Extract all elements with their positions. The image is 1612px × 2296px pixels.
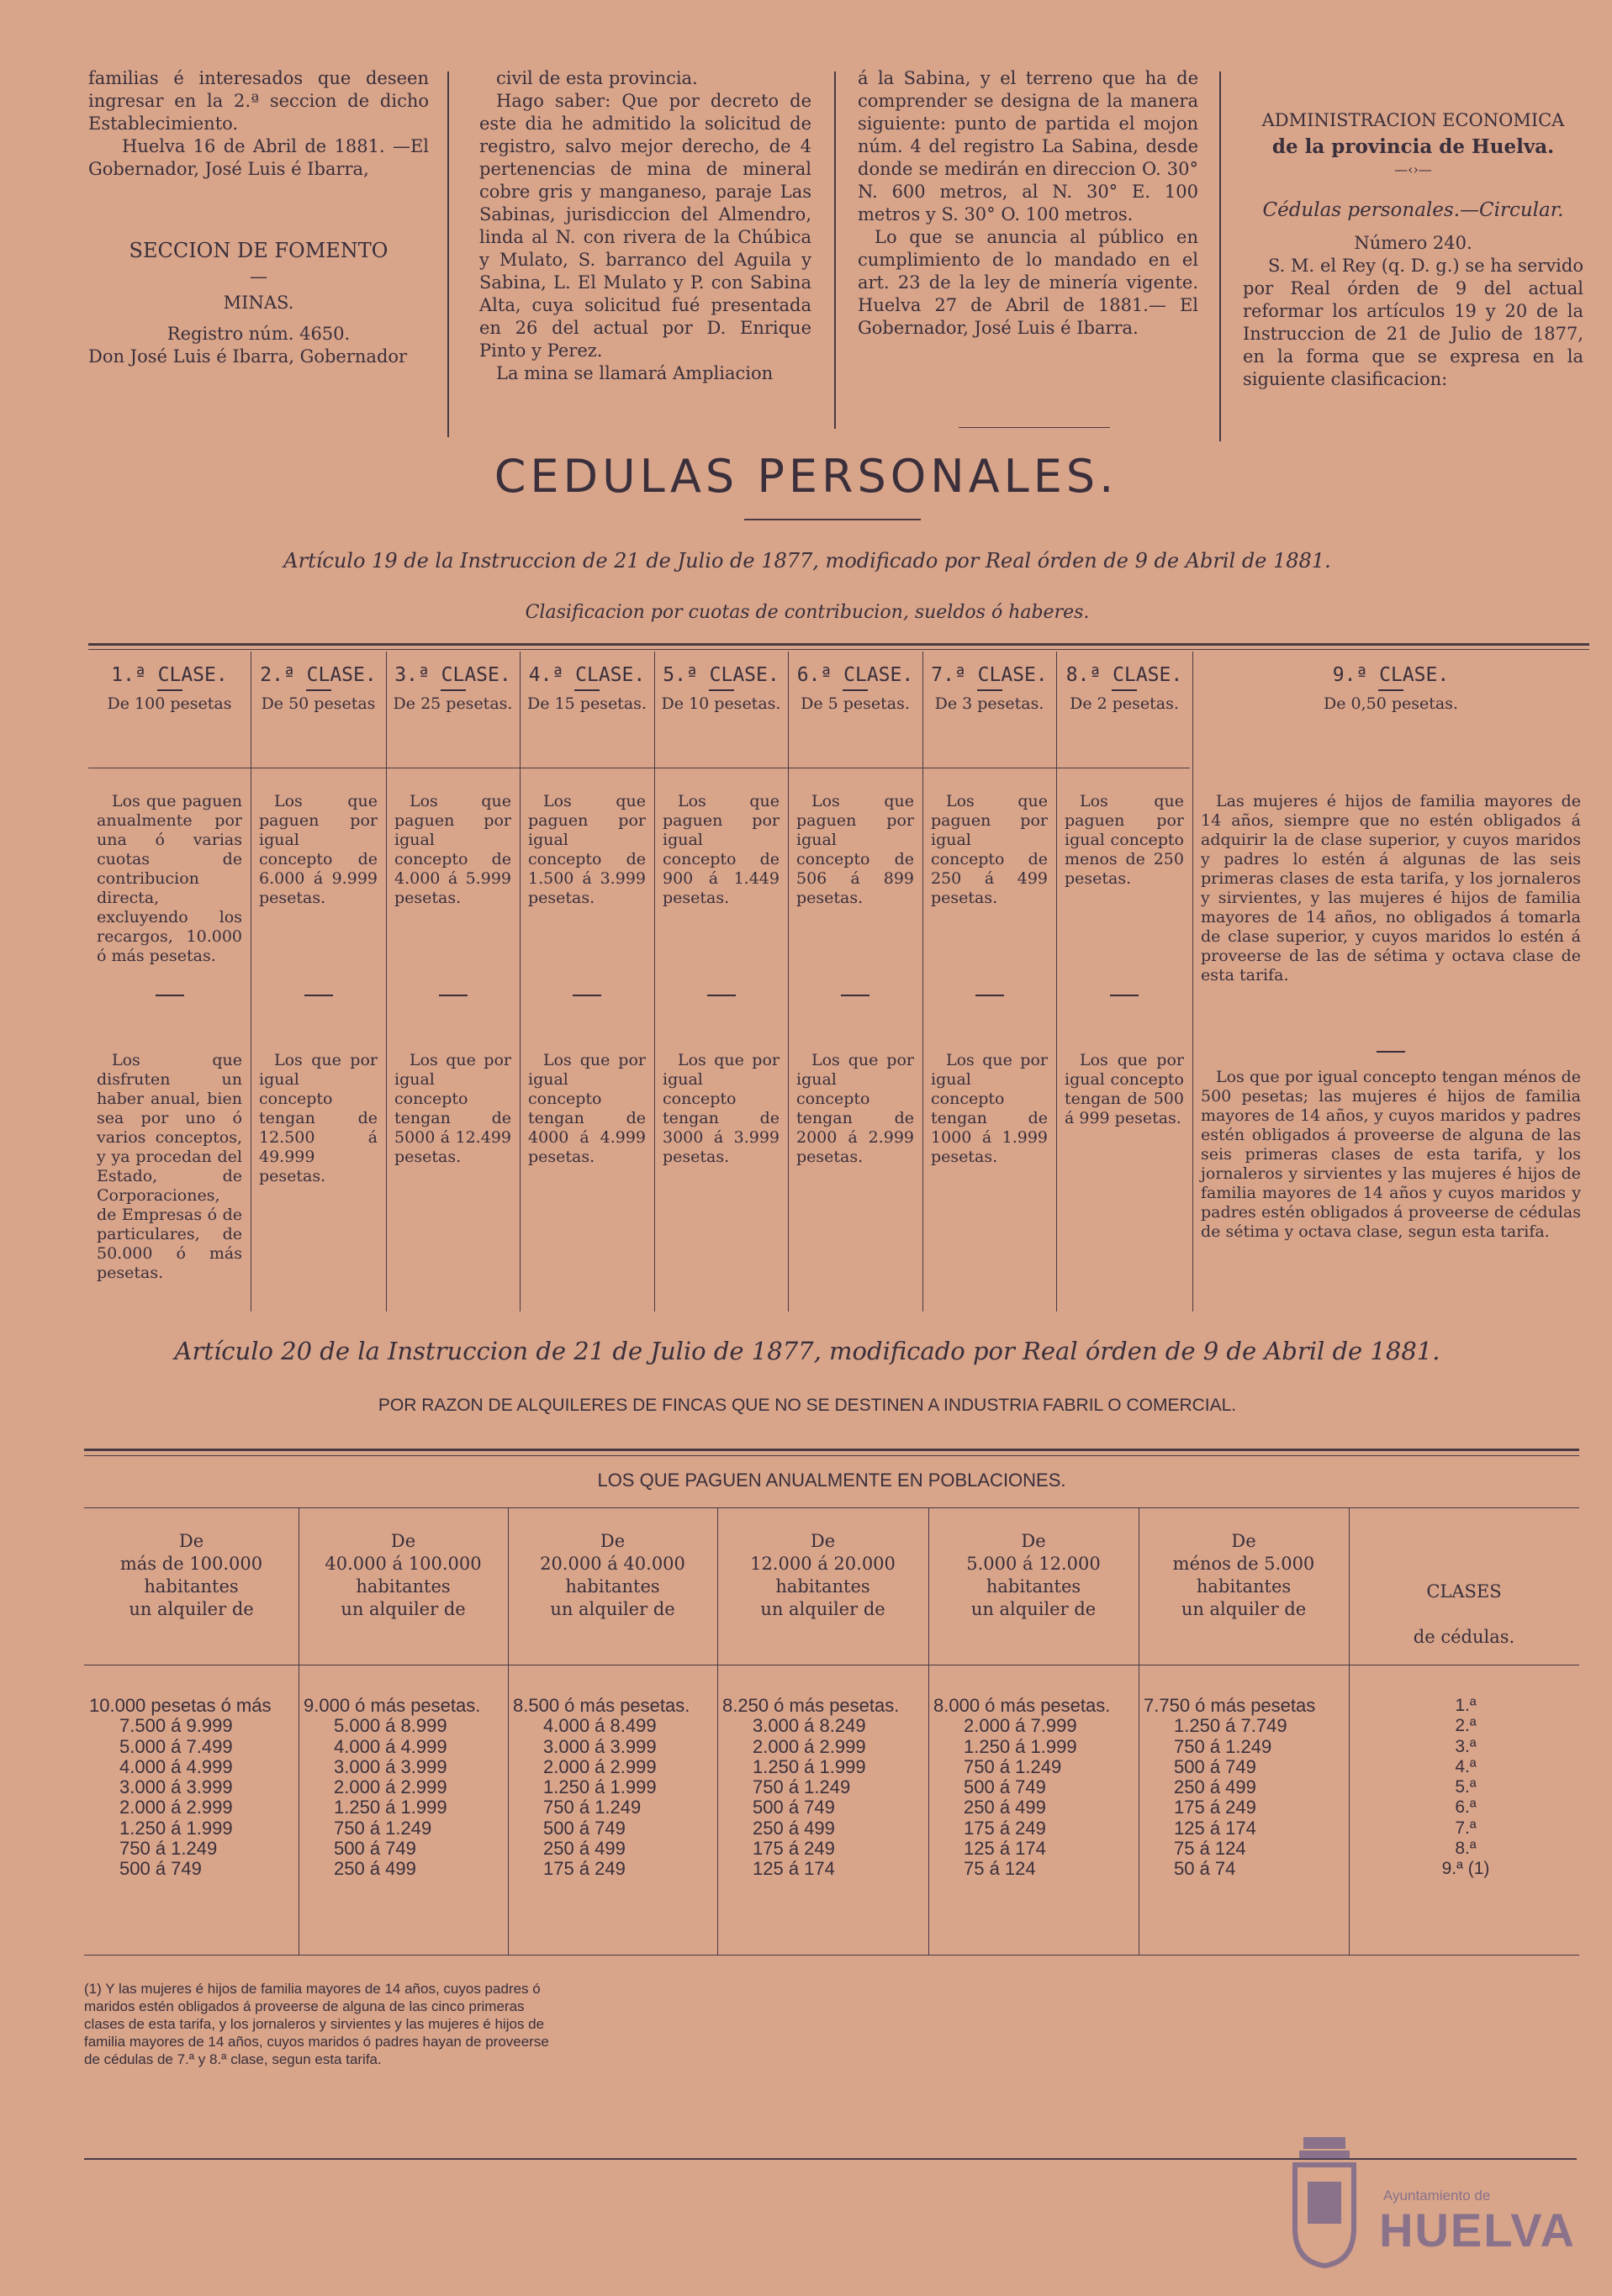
table-cell: 8.500 ó más pesetas. (513, 1695, 690, 1716)
table-cell: 250 á 499 (543, 1838, 626, 1860)
class-name: 3.ª CLASE. (394, 664, 511, 686)
class-text-2: Los que por igual concepto tengan de 2000 á 2.999 pesetas. (796, 1051, 914, 1166)
table-cell: 250 á 499 (1174, 1776, 1256, 1798)
table-cell: 5.ª (1455, 1777, 1477, 1797)
class-text-2: Los que por igual concepto tengan ménos de 500 pesetas; las mujeres é hijos de familia mayores de 14 años, y cuyos maridos y padres estén obligados á proveerse de alguna de las seis primeras clases de esta tarifa, y los jornaleros y sirvientes y las mujeres é hijos de familia mayores de 14 años y cuyos maridos y padres estén obligados á proveerse de cédulas de sétima y octava clase, segun esta tarifa. (1201, 1068, 1581, 1241)
art19-top-rule-thin (88, 649, 1589, 650)
class-separator (156, 995, 184, 996)
column-rule-1 (447, 71, 449, 437)
class-name: 1.ª CLASE. (111, 664, 228, 686)
class-text-1: Los que paguen por igual concepto menos de 250 pesetas. (1065, 792, 1184, 888)
col2-text-1: civil de esta provincia. (496, 68, 698, 88)
table-cell: 1.250 á 1.999 (334, 1797, 447, 1818)
table-cell: 250 á 499 (964, 1797, 1046, 1818)
table-cell: 1.250 á 1.999 (543, 1776, 657, 1798)
table-cell: 500 á 749 (1174, 1755, 1256, 1777)
class-column-rule (520, 652, 521, 1312)
table-cell: 50 á 74 (1174, 1858, 1236, 1880)
class-amount: De 3 pesetas. (934, 694, 1044, 713)
col3-text-1: á la Sabina, y el terreno que ha de comprender se designa de la manera siguiente: punto de partida el mojon núm. 4 del registro La Sabina, desde donde se medirán en direccion O. 30° N. 600 metros, al N. 30° E. 100 metros y S. 30° O. 100 metros. (858, 68, 1198, 224)
table-column-values-3 (513, 1696, 716, 1880)
table-cell: 3.000 á 8.249 (753, 1715, 866, 1737)
class-dash (709, 689, 734, 691)
table-cell: 750 á 1.249 (334, 1817, 432, 1839)
art20-heading: Artículo 20 de la Instruccion de 21 de Julio de 1877, modificado por Real órden de 9 de Abril de 1881. (174, 1337, 1440, 1365)
table-cell: 175 á 249 (543, 1858, 626, 1880)
table-cell: 500 á 749 (964, 1776, 1046, 1798)
class-separator (439, 995, 468, 996)
class-header-6 (788, 664, 922, 713)
top-column-4 (1243, 109, 1583, 391)
table-cell: 250 á 499 (334, 1858, 416, 1880)
class-name: 7.ª CLASE. (931, 664, 1048, 686)
col1-text-2: Huelva 16 de Abril de 1881. —El Gobernador, José Luis é Ibarra, (88, 136, 429, 179)
class-text-1: Los que paguen por igual concepto de 900 á 1.449 pesetas. (663, 792, 780, 907)
table-title-rule (84, 1507, 1579, 1508)
table-cell: 750 á 1.249 (1174, 1735, 1272, 1757)
top-column-2 (479, 67, 811, 385)
top-column-3 (858, 67, 1198, 340)
table-column-values-1 (89, 1696, 297, 1880)
class-name: 8.ª CLASE. (1065, 664, 1183, 686)
table-column-values-6 (1144, 1696, 1347, 1880)
class-header-7 (922, 664, 1056, 713)
class-header-5 (654, 664, 788, 713)
table-cell: 500 á 749 (119, 1858, 202, 1880)
table-cell: 1.250 á 1.999 (119, 1817, 233, 1839)
table-cell: 7.750 ó más pesetas (1144, 1695, 1316, 1716)
class-header-4 (520, 664, 654, 713)
class-dash (1112, 689, 1137, 691)
table-cell: 2.ª (1455, 1716, 1477, 1736)
class-name: 5.ª CLASE. (663, 664, 780, 686)
table-title: LOS QUE PAGUEN ANUALMENTE EN POBLACIONES. (597, 1470, 1066, 1491)
table-column-rule (1349, 1507, 1350, 1955)
stamp-line-1: Ayuntamiento de (1383, 2188, 1491, 2204)
table-bottom-rule (84, 1955, 1579, 1956)
col2-text-2: Hago saber: Que por decreto de este dia he admitido la solicitud de registro, salvo mejor derecho, de 4 pertenencias de mina de mineral cobre gris y manganeso, paraje Las Sabinas, jurisdiccion del Almendro, linda al N. con rivera de la Chúbica y Mulato, S. barranco del Aguila y Sabina, L. El Mulato y P. con Sabina Alta, cuya solicitud fué presentada en 26 del actual por D. Enrique Pinto y Perez. (479, 91, 811, 361)
table-cell: 2.000 á 2.999 (119, 1797, 233, 1818)
class-dash (441, 689, 466, 691)
class-column-rule (1192, 652, 1193, 1312)
numero-label: Número 240. (1354, 233, 1472, 253)
class-column-rule (922, 652, 923, 1312)
table-cell: 2.000 á 2.999 (753, 1735, 866, 1757)
table-cell: 750 á 1.249 (119, 1838, 218, 1860)
table-cell: 125 á 174 (964, 1838, 1046, 1860)
table-column-header-5: De 5.000 á 12.000 habitantes un alquiler de (966, 1531, 1101, 1619)
table-cell: 1.250 á 1.999 (753, 1755, 866, 1777)
main-title-rule (744, 519, 921, 520)
class-text-2: Los que por igual concepto tengan de 5000 á 12.499 pesetas. (394, 1051, 511, 1166)
table-cell: 9.000 ó más pesetas. (304, 1695, 481, 1716)
class-text-1: Los que paguen por igual concepto de 4.000 á 5.999 pesetas. (394, 792, 511, 907)
class-amount: De 5 pesetas. (801, 694, 910, 713)
class-name: 4.ª CLASE. (528, 664, 646, 686)
table-cell: 4.ª (1455, 1756, 1477, 1776)
table-cell: 125 á 174 (753, 1858, 835, 1880)
table-cell: 3.000 á 3.999 (543, 1735, 657, 1757)
class-name: 9.ª CLASE. (1332, 664, 1450, 686)
class-header-8 (1056, 664, 1192, 713)
table-cell: 3.ª (1455, 1736, 1477, 1756)
table-cell: 8.ª (1455, 1839, 1477, 1859)
col1-text-3: Don José Luis é Ibarra, Gobernador (88, 346, 408, 367)
table-cell: 7.ª (1455, 1818, 1477, 1838)
class-text-2: Los que por igual concepto tengan de 3000 á 3.999 pesetas. (663, 1051, 780, 1166)
class-text-1: Los que paguen por igual concepto de 6.000 á 9.999 pesetas. (259, 792, 378, 907)
class-text-1: Los que paguen por igual concepto de 250 á 499 pesetas. (931, 792, 1048, 907)
class-header-3 (386, 664, 520, 713)
ornament: —‹›— (1394, 161, 1432, 177)
section-title: SECCION DE FOMENTO (129, 239, 388, 262)
class-amount: De 10 pesetas. (661, 694, 781, 713)
class-separator (841, 995, 869, 996)
class-text-1: Los que paguen anualmente por una ó varias cuotas de contribucion directa, excluyendo los recargos, 10.000 ó más pesetas. (97, 792, 242, 965)
class-amount: De 25 pesetas. (393, 694, 513, 713)
class-separator (1377, 1051, 1405, 1053)
class-text-2: Los que disfruten un haber anual, bien sea por uno ó varios conceptos, y ya procedan del Estado, de Corporaciones, de Empresas ó de particulares, de 50.000 ó más pesetas. (97, 1051, 242, 1282)
table-cell: 4.000 á 4.999 (119, 1755, 233, 1777)
short-rule-col3 (959, 427, 1110, 428)
table-column-header-4: De 12.000 á 20.000 habitantes un alquiler de (750, 1531, 896, 1619)
table-column-header-3: De 20.000 á 40.000 habitantes un alquiler de (540, 1531, 685, 1619)
column-rule-3 (1219, 71, 1221, 441)
art19-top-rule-thick (88, 643, 1589, 646)
art20-top-rule-thick (84, 1449, 1579, 1451)
table-cell: 250 á 499 (753, 1817, 835, 1839)
table-cell: 3.000 á 3.999 (334, 1755, 447, 1777)
class-amount: De 15 pesetas. (527, 694, 647, 713)
table-cell: 5.000 á 8.999 (334, 1715, 447, 1737)
class-text-2: Los que por igual concepto tengan de 1000 á 1.999 pesetas. (931, 1051, 1048, 1166)
class-separator (304, 995, 333, 996)
table-column-header-1: De más de 100.000 habitantes un alquiler de (119, 1531, 263, 1619)
table-cell: 750 á 1.249 (543, 1797, 642, 1818)
col3-text-2: Lo que se anuncia al público en cumplimiento de lo mandado en el art. 23 de la ley de minería vigente. Huelva 27 de Abril de 1881.— El Gobernador, José Luis é Ibarra. (858, 227, 1198, 338)
table-column-values-2 (304, 1696, 506, 1880)
table-cell: 175 á 249 (753, 1838, 835, 1860)
class-dash (1378, 689, 1403, 691)
col4-text: S. M. el Rey (q. D. g.) se ha servido por Real órden de 9 del actual reformar los artículos 19 y 20 de la Instruccion de 21 de Julio de 1877, en la forma que se expresa en la siguiente clasificacion: (1243, 256, 1583, 389)
table-cell: 500 á 749 (753, 1797, 835, 1818)
table-cell: 175 á 249 (964, 1817, 1046, 1839)
table-cell: 4.000 á 8.499 (543, 1715, 657, 1737)
class-dash (306, 689, 331, 691)
class-header-9 (1192, 664, 1589, 713)
table-cell: 10.000 pesetas ó más (89, 1695, 272, 1716)
class-dash (977, 689, 1002, 691)
circular-subtitle: Cédulas personales.—Circular. (1262, 199, 1564, 221)
art19-heading: Artículo 19 de la Instruccion de 21 de Julio de 1877, modificado por Real órden de 9 de Abril de 1881. (283, 549, 1331, 573)
table-cell: 7.500 á 9.999 (119, 1715, 233, 1737)
table-column-values-7 (1354, 1696, 1578, 1880)
class-text-1: Los que paguen por igual concepto de 506 á 899 pesetas. (796, 792, 914, 907)
table-cell: 2.000 á 2.999 (334, 1776, 447, 1798)
class-amount: De 0,50 pesetas. (1323, 694, 1458, 713)
table-cell: 8.000 ó más pesetas. (933, 1695, 1111, 1716)
class-header-2 (251, 664, 386, 713)
table-cell: 125 á 174 (1174, 1817, 1256, 1839)
class-separator (975, 995, 1004, 996)
top-column-1 (88, 67, 429, 368)
class-column-rule (386, 652, 387, 1312)
table-column-header-6: De ménos de 5.000 habitantes un alquiler de (1172, 1531, 1315, 1619)
table-column-header-2: De 40.000 á 100.000 habitantes un alquiler de (325, 1531, 482, 1619)
class-column-rule (788, 652, 789, 1312)
class-text-2: Los que por igual concepto tengan de 4000 á 4.999 pesetas. (528, 1051, 646, 1166)
class-name: 6.ª CLASE. (796, 664, 914, 686)
class-amount: De 50 pesetas (261, 694, 376, 713)
provincia-title: de la provincia de Huelva. (1271, 135, 1555, 158)
table-cell: 2.000 á 2.999 (543, 1755, 657, 1777)
table-cell: 6.ª (1455, 1797, 1477, 1818)
table-cell: 500 á 749 (543, 1817, 626, 1839)
administracion-title: ADMINISTRACION ECONOMICA (1261, 110, 1565, 130)
art20-subheading: POR RAZON DE ALQUILERES DE FINCAS QUE NO SE DESTINEN A INDUSTRIA FABRIL O COMERCIAL. (378, 1396, 1237, 1415)
table-cell: 750 á 1.249 (964, 1755, 1062, 1777)
class-text-1: Los que paguen por igual concepto de 1.500 á 3.999 pesetas. (528, 792, 646, 907)
class-dash (843, 689, 868, 691)
table-cell: 2.000 á 7.999 (964, 1715, 1077, 1737)
class-column-rule (654, 652, 655, 1312)
coat-of-arms-icon (1287, 2135, 1362, 2270)
class-separator (573, 995, 601, 996)
footnote: (1) Y las mujeres é hijos de familia mayores de 14 años, cuyos padres ó maridos estén obligados á proveerse de alguna de las cinco primeras clases de esta tarifa, y los jornaleros y sirvientes y las mujeres é hijos de familia mayores de 14 años, cuyos maridos ó padres hayan de proveerse de cédulas de 7.ª y 8.ª clase, segun esta tarifa. (84, 1981, 549, 2067)
table-cell: 750 á 1.249 (753, 1776, 851, 1798)
table-cell: 1.250 á 1.999 (964, 1735, 1077, 1757)
registro-label: Registro núm. 4650. (166, 324, 351, 344)
col1-text-1: familias é interesados que deseen ingresar en la 2.ª seccion de dicho Establecimiento. (88, 68, 429, 134)
table-cell: 8.250 ó más pesetas. (722, 1695, 900, 1716)
class-amount: De 2 pesetas. (1070, 694, 1179, 713)
class-separator (1110, 995, 1139, 996)
col2-text-3: La mina se llamará Ampliacion (496, 363, 774, 383)
class-dash (157, 689, 182, 691)
art20-top-rule-thin (84, 1455, 1579, 1456)
class-dash (574, 689, 600, 691)
table-cell: 1.ª (1455, 1696, 1477, 1715)
class-separator (707, 995, 736, 996)
table-cell: 3.000 á 3.999 (119, 1776, 233, 1798)
art19-subheading: Clasificacion por cuotas de contribucion, sueldos ó haberes. (525, 602, 1090, 623)
table-cell: 75 á 124 (964, 1858, 1036, 1880)
main-title: CEDULAS PERSONALES. (494, 450, 1118, 503)
class-text-1: Las mujeres é hijos de familia mayores de 14 años, siempre que no estén obligados á adquirir la de clase superior, y cuyos maridos y padres lo estén á algunas de las seis primeras clases de esta tarifa, y los jornaleros y sirvientes, y las mujeres é hijos de familia mayores de 14 años, no obligados á tomarla de clase superior, y cuyos maridos lo estén á proveerse de las de sétima y octava clase de esta tarifa. (1201, 792, 1581, 984)
table-column-values-5 (933, 1696, 1137, 1880)
class-column-rule (1056, 652, 1057, 1312)
table-cell: 4.000 á 4.999 (334, 1735, 447, 1757)
section-dash: — (250, 267, 267, 287)
table-cell: 75 á 124 (1174, 1838, 1246, 1860)
municipal-stamp (1287, 2135, 1598, 2278)
class-text-2: Los que por igual concepto tengan de 500 á 999 pesetas. (1065, 1051, 1184, 1127)
table-column-header-7: CLASES de cédulas. (1413, 1581, 1515, 1647)
stamp-line-2: HUELVA (1379, 2204, 1576, 2256)
table-cell: 1.250 á 7.749 (1174, 1715, 1287, 1737)
class-text-2: Los que por igual concepto tengan de 12.500 á 49.999 pesetas. (259, 1051, 378, 1185)
column-rule-2 (834, 71, 836, 429)
class-name: 2.ª CLASE. (260, 664, 377, 686)
table-column-values-4 (722, 1696, 927, 1880)
table-cell: 9.ª (1) (1441, 1859, 1490, 1879)
table-cell: 175 á 249 (1174, 1797, 1256, 1818)
class-header-1 (88, 664, 251, 713)
table-cell: 500 á 749 (334, 1838, 416, 1860)
subsection-title: MINAS. (223, 293, 294, 313)
table-cell: 5.000 á 7.499 (119, 1735, 233, 1757)
class-amount: De 100 pesetas (107, 694, 232, 713)
